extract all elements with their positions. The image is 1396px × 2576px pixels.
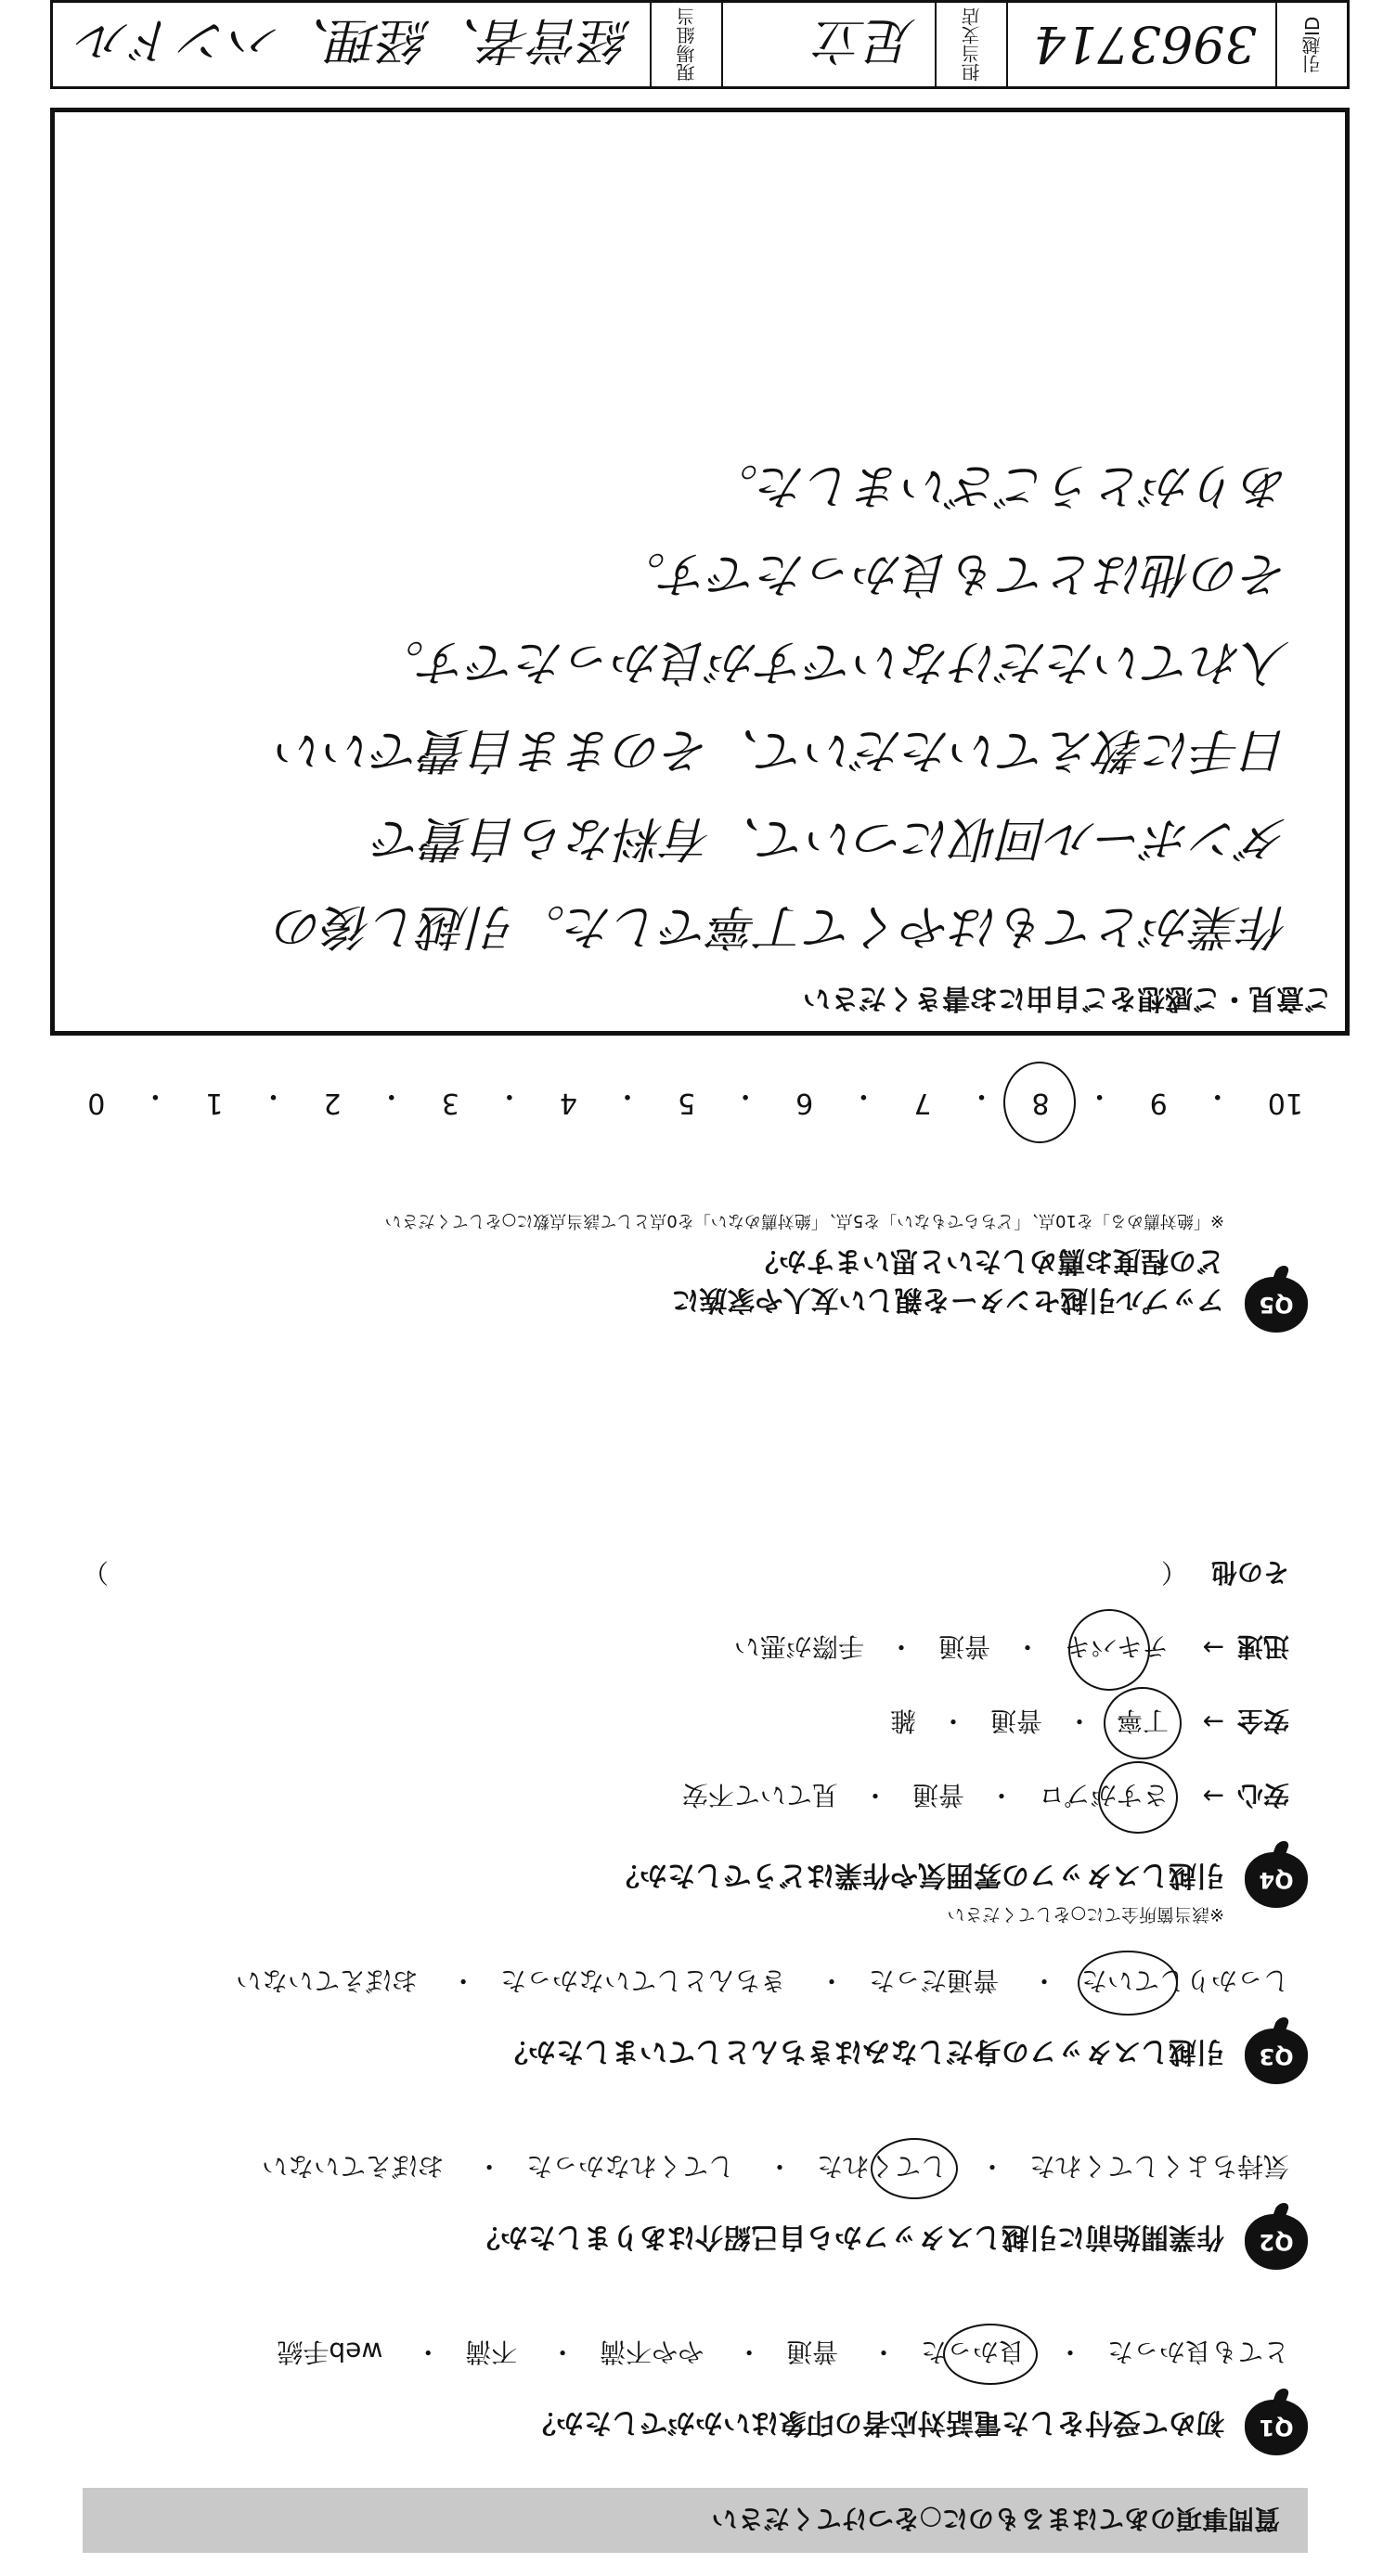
q1-option-selected[interactable]: 良かった [921,2335,1025,2372]
q1-option[interactable]: web手続 [277,2337,383,2367]
id-bar [50,0,1350,89]
comment-box[interactable] [50,108,1350,1036]
scale-point-selected[interactable]: 8 [1032,1078,1050,1119]
q4-badge: Q4 [1245,1852,1308,1908]
q4-option[interactable]: 普通 [937,1631,990,1662]
selection-circle [1068,1609,1150,1691]
q4-row-anzen: 安全 → 丁寧 ・ 普通 ・ 雑 [890,1704,1289,1741]
scale-point[interactable]: 9 [1149,1087,1168,1119]
scale-point[interactable]: 5 [678,1087,696,1119]
comment-title: ご意見・ご感想をご自由にお書きください [790,972,1345,1031]
instruction-bar: 質問事項のあてはまるものに○をつけてください [83,2488,1308,2553]
q5-badge: Q5 [1245,1277,1308,1333]
q2-option[interactable]: 気持ちよくしてくれた [1028,2151,1289,2182]
question-3 [73,1945,1308,2084]
q2-badge: Q2 [1245,2214,1308,2270]
q4-option-selected[interactable]: テキパキ [1065,1629,1169,1667]
scale-point[interactable]: 10 [1267,1087,1303,1119]
handwritten-line: 入れていただけないですが良かったです。 [376,634,1289,689]
q5-title-line2: どの程度お薦めしたいと思いますか？ [751,1244,1224,1277]
q3-option-selected[interactable]: しっかりしていた [1081,1964,1289,2001]
selection-circle [1078,1951,1178,2016]
q4-note: ※該当箇所全てに○をしてください [947,1904,1224,1925]
q1-option[interactable]: 不満 [465,2337,518,2367]
scale-point[interactable]: 2 [323,1087,342,1119]
selection-circle [1098,1761,1178,1834]
q1-badge: Q1 [1245,2400,1308,2455]
branch-label: 担当支店 [935,3,1006,86]
q3-options: しっかりしていた ・ 普通だった・ きちんとしていなかった・ おぼえていない [236,1964,1289,2001]
selection-circle [1003,1062,1076,1143]
scale-point[interactable]: 7 [913,1087,932,1119]
id-label: 引越ID [1275,3,1347,86]
selection-circle [1104,1687,1182,1759]
branch-value[interactable]: 足立 [721,3,935,86]
handwritten-line: 作業がとてもはやくて丁寧でした。引越し後の [275,898,1289,954]
q2-options: 気持ちよくしてくれた・ してくれた ・ してくれなかった・ おぼえていない [262,2149,1289,2186]
q4-row-anshin: 安心 → さすがプロ ・ 普通 ・ 見ていて不安 [682,1778,1289,1815]
q4-option[interactable]: 見ていて不安 [681,1780,838,1810]
q1-option[interactable]: 普通 [786,2337,839,2367]
q4-other-row: その他 （ ） [83,1555,1289,1592]
q1-title: 初めて受付をした電話対応者の印象はいかがでしたか？ [528,2406,1224,2439]
q4-row-label: 安全 [1236,1706,1289,1736]
handwritten-line: その他はとても良かったです。 [617,546,1289,601]
q5-note: ※「絶対薦める」を10点、「どちらでもない」を5点、「絶対薦めない」を0点として該当点数に○をしてください [384,1211,1224,1230]
q1-options: とても良かった・ 良かった ・ 普通・ やや不満・ 不満・ web手続 [277,2335,1289,2372]
id-value[interactable]: 3963714 [1006,3,1275,86]
q4-option-selected[interactable]: さすがプロ [1039,1778,1169,1815]
scale-point[interactable]: 0 [87,1087,106,1119]
q1-option[interactable]: とても良かった [1106,2337,1289,2367]
q4-title: 引越しスタッフの雰囲気や作業はどうでしたか？ [612,1859,1224,1891]
q4-row-label: 安心 [1236,1780,1289,1810]
scale-point[interactable]: 1 [205,1087,224,1119]
q4-option[interactable]: 雑 [889,1706,916,1736]
handwritten-line: 日手に教えていただいて、そのまま自費でいい [277,722,1289,778]
selection-circle [943,2324,1038,2385]
handwritten-line: ダンボール回収について、有料なら自費で [374,810,1289,866]
q3-option[interactable]: 普通だった [869,1965,1000,1996]
q4-option-selected[interactable]: 丁寧 [1117,1704,1169,1741]
q2-option[interactable]: してくれなかった [526,2151,735,2182]
question-5 [73,1119,1308,1333]
q4-row-label: 迅速 [1236,1631,1289,1662]
q4-other-close: ） [83,1557,110,1588]
question-4 [73,1555,1308,1925]
selection-circle [871,2138,958,2199]
q3-badge: Q3 [1245,2029,1308,2084]
team-value[interactable]: 経営者、経理、ハンドル [80,11,631,71]
q5-scale: 10 ・ 9 ・ 8 ・ 7 ・ 6 ・ 5 ・ 4 ・ 3 ・ 2 ・ 1 ・ 0 [83,1078,1308,1119]
q4-option[interactable]: 普通 [911,1780,964,1810]
question-2 [73,2131,1308,2270]
q2-option[interactable]: おぼえていない [262,2151,445,2182]
q5-title-line1: アップル引越センターを親しい友人や家族に [671,1283,1224,1316]
q1-option[interactable]: やや不満 [600,2337,704,2367]
q2-title: 作業開始前に引越しスタッフから自己紹介はありましたか？ [472,2221,1224,2253]
handwritten-line: ありがとうございました。 [709,457,1289,513]
scale-point[interactable]: 4 [559,1087,577,1119]
team-label: 現場組当 [650,3,721,86]
q2-option-selected[interactable]: してくれた [817,2149,947,2186]
q3-option[interactable]: おぼえていない [236,1965,419,1996]
q4-option[interactable]: 手際が悪い [733,1631,864,1662]
q4-other-label: その他 [1210,1557,1289,1588]
scale-point[interactable]: 3 [441,1087,459,1119]
q4-row-jinsoku: 迅速 → テキパキ ・ 普通 ・ 手際が悪い [734,1629,1289,1667]
question-1 [73,2316,1308,2455]
q3-option[interactable]: きちんとしていなかった [500,1965,787,1996]
scale-point[interactable]: 6 [795,1087,814,1119]
q4-option[interactable]: 普通 [989,1706,1042,1736]
q3-title: 引越しスタッフの身だしなみはきちんとしていましたか？ [500,2035,1224,2067]
